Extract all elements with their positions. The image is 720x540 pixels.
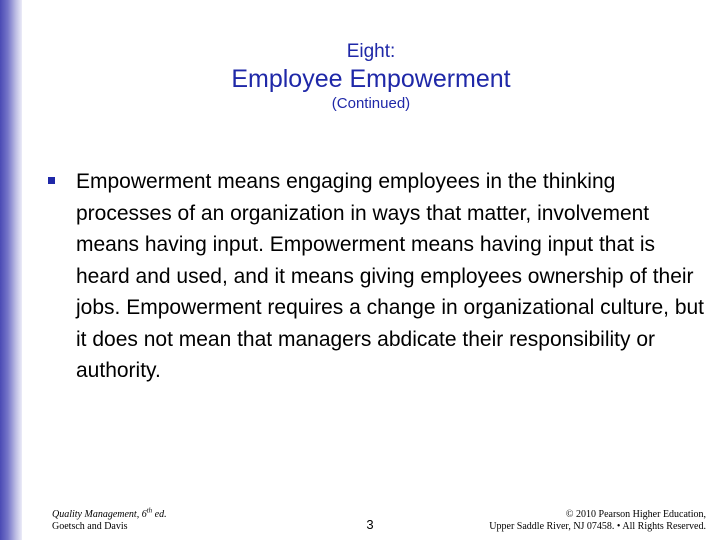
copyright-line-1: © 2010 Pearson Higher Education, [565,509,706,520]
title-line-eight: Eight: [346,41,396,62]
bullet-text: Empowerment means engaging employees in the thinking processes of an organization in ways that matter, involvement means having input. Empowerment means having input that is heard and used, and it means giving employees ownership of their jobs. Empowerment requires a change in organizational culture, but it does not mean that managers abdicate their responsibility or authority. [76,170,705,382]
bullet-item [48,166,708,387]
edition-superscript: th [146,506,153,515]
page-number: 3 [366,517,374,532]
footer-authors: Goetsch and Davis [52,521,128,532]
footer-book-title [52,506,167,521]
footer-book-info [52,506,167,533]
title-line-main: Employee Empowerment [231,65,511,93]
book-title-text: Quality Management, 6 [52,509,147,520]
footer-copyright [489,509,706,533]
title-line-continued: (Continued) [331,95,411,112]
copyright-line-2: Upper Saddle River, NJ 07458. • All Rights Reserved. [489,521,706,532]
slide-title [22,40,720,114]
edition-suffix: ed. [152,509,167,520]
square-bullet-icon [48,177,55,184]
left-gradient-bar [0,0,22,540]
